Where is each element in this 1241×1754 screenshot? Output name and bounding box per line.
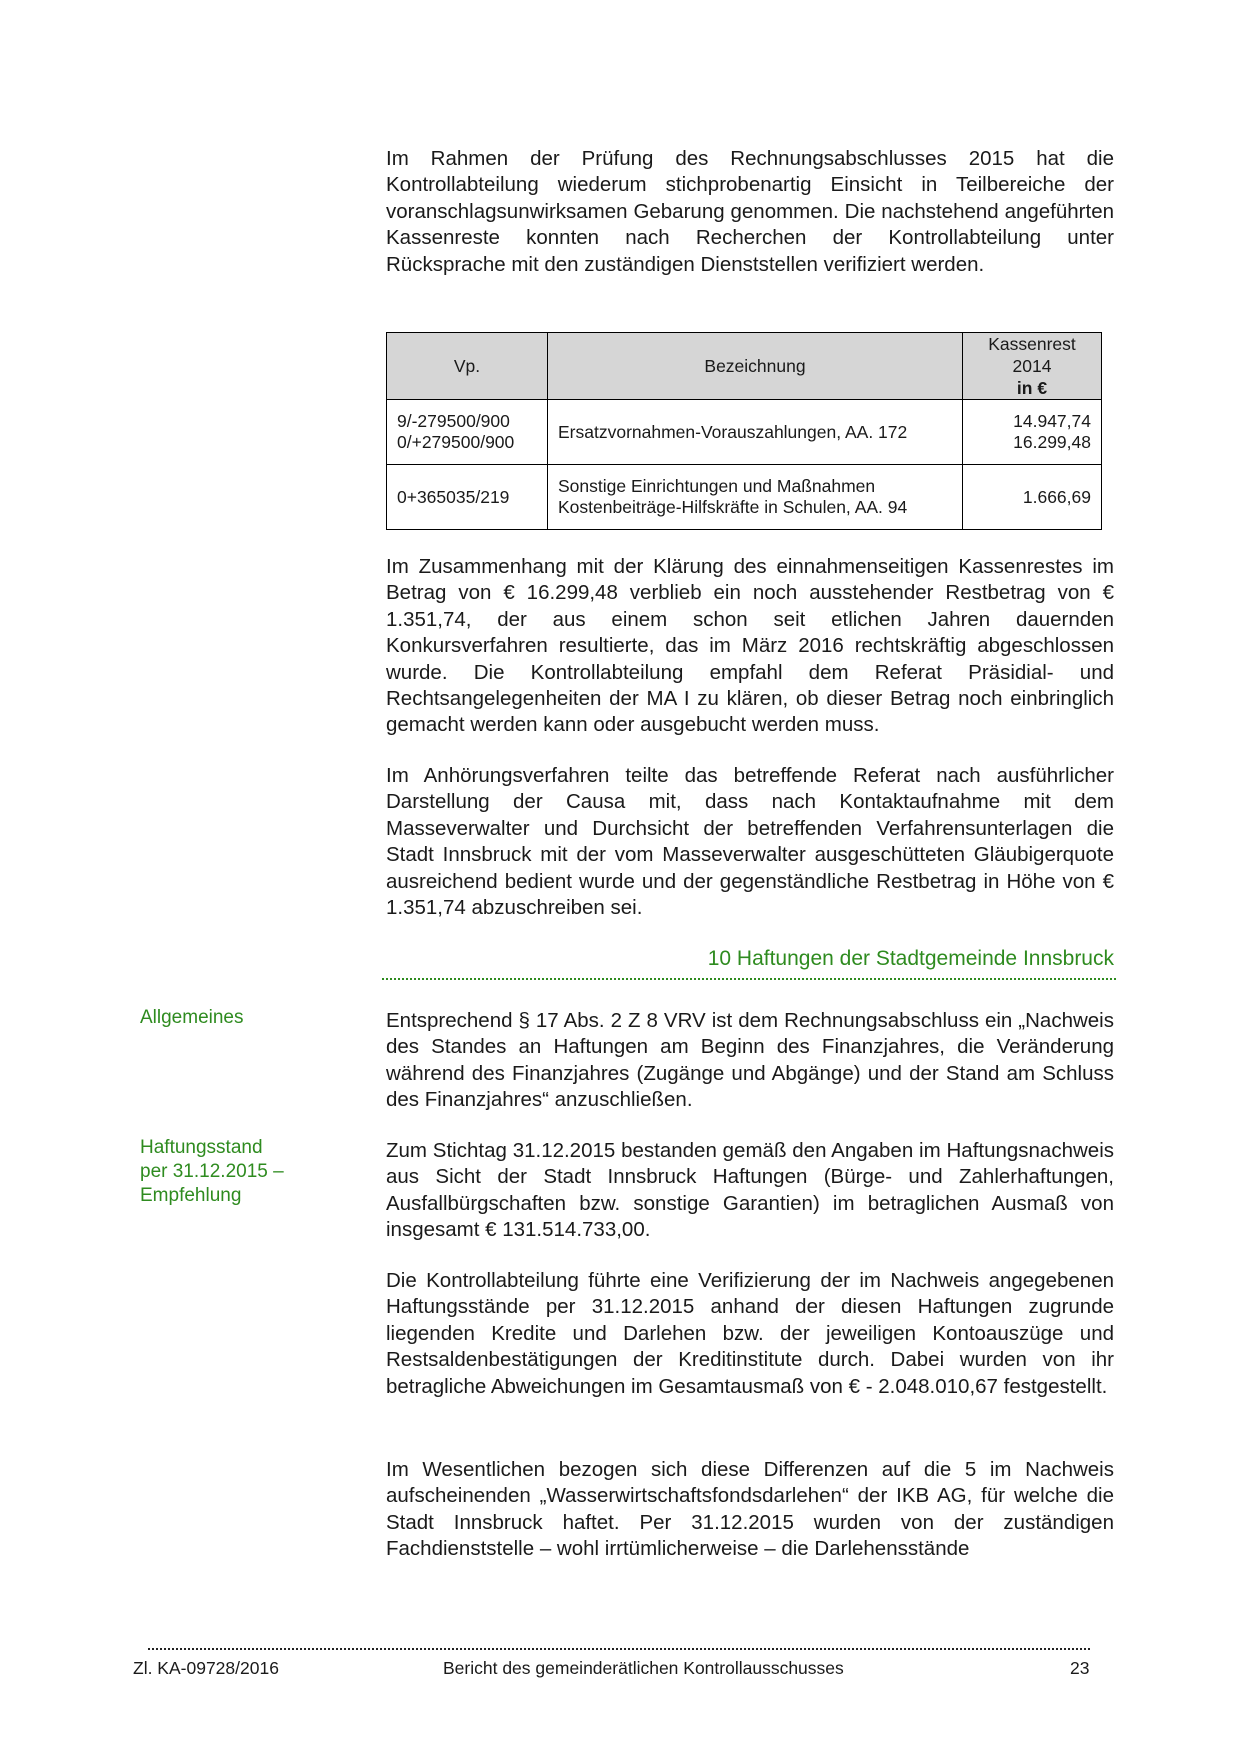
margin-label-allgemeines: Allgemeines [140,1007,244,1028]
page-number: 23 [1070,1658,1090,1678]
kassenrest-value: 16.299,48 [1013,432,1091,452]
cell-vp [387,465,548,530]
bezeichnung-line: Sonstige Einrichtungen und Maßnahmen [558,476,876,496]
bezeichnung-line: Ersatzvornahmen-Vorauszahlungen, AA. 172 [558,421,908,442]
section-heading: 10 Haftungen der Stadtgemeinde Innsbruck [707,947,1114,970]
bezeichnung-line: Kostenbeiträge-Hilfskräfte in Schulen, AA. 94 [558,497,908,517]
table-header-row [387,333,1102,400]
header-bezeichnung: Bezeichnung [548,333,963,400]
header-kassenrest-line3: in € [1016,378,1048,398]
cell-kassenrest [963,465,1102,530]
table-row [387,465,1102,530]
footer-divider [148,1648,1090,1650]
vp-line: 9/-279500/900 [397,411,510,431]
margin-label-line: Empfehlung [140,1185,242,1206]
margin-label-haftungsstand [140,1136,340,1208]
paragraph-haftungsstand: Zum Stichtag 31.12.2015 bestanden gemäß den Angaben im Haftungsnachweis aus Sicht der Stadt Innsbruck Haftungen (Bürge- und Zahlerhaftungen, Ausfallbürgschaften bzw. sonstige Garantien) im betraglichen Ausmaß von insgesamt € 131.514.733,00. [386,1139,1114,1242]
section-divider [382,978,1116,980]
paragraph-verifizierung: Die Kontrollabteilung führte eine Verifizierung der im Nachweis angegebenen Haftungsstände per 31.12.2015 anhand der diesen Haftungen zugrunde liegenden Kredite und Darlehen bzw. der jeweiligen Kontoauszüge und Restsaldenbestätigungen der Kreditinstitute durch. Dabei wurden von ihr betragliche Abweichungen im Gesamtausmaß von € - 2.048.010,67 festgestellt. [386,1269,1114,1398]
vp-line: 0+365035/219 [397,486,510,507]
paragraph-kassenreste-intro: Im Rahmen der Prüfung des Rechnungsabschlusses 2015 hat die Kontrollabteilung wiederum stichprobenartig Einsicht in Teilbereiche der voranschlagsunwirksamen Gebarung genommen. Die nachstehend angeführten Kassenreste konnten nach Recherchen der Kontrollabteilung unter Rücksprache mit den zuständigen Dienststellen verifiziert werden. [386,147,1114,276]
table-row [387,400,1102,465]
cell-bezeichnung [548,400,963,465]
kassenrest-value: 1.666,69 [1022,486,1091,507]
cell-kassenrest [963,400,1102,465]
header-kassenrest [963,333,1102,400]
kassenrest-table [386,332,1102,530]
header-kassenrest-line1: Kassenrest [988,334,1076,354]
header-vp: Vp. [387,333,548,400]
margin-label-line: per 31.12.2015 – [140,1161,284,1182]
vp-line: 0/+279500/900 [397,432,515,452]
paragraph-anhoerungsverfahren: Im Anhörungsverfahren teilte das betreffende Referat nach ausführlicher Darstellung der Causa mit, dass nach Kontaktaufnahme mit dem Masseverwalter und Durchsicht der betreffenden Verfahrensunterlagen die Stadt Innsbruck mit der vom Masseverwalter ausgeschütteten Gläubigerquote ausreichend bedient wurde und der gegenständliche Restbetrag in Höhe von € 1.351,74 abzuschreiben sei. [386,764,1114,920]
cell-bezeichnung [548,465,963,530]
paragraph-vrv: Entsprechend § 17 Abs. 2 Z 8 VRV ist dem Rechnungsabschluss ein „Nachweis des Standes an Haftungen am Beginn des Finanzjahres, die Veränderung während des Finanzjahres (Zugänge und Abgänge) und der Stand am Schluss des Finanzjahres“ anzuschließen. [386,1009,1114,1112]
cell-vp [387,400,548,465]
paragraph-kassenrest-klaerung: Im Zusammenhang mit der Klärung des einnahmenseitigen Kassenrestes im Betrag von € 16.299,48 verblieb ein noch ausstehender Restbetrag von € 1.351,74, der aus einem schon seit etlichen Jahren dauernden Konkursverfahren resultierte, das im März 2016 rechtskräftig abgeschlossen wurde. Die Kontrollabteilung empfahl dem Referat Präsidial- und Rechtsangelegenheiten der MA I zu klären, ob dieser Betrag noch einbringlich gemacht werden kann oder ausgebucht werden muss. [386,555,1114,737]
footer-reference: Zl. KA-09728/2016 [133,1658,279,1678]
paragraph-differenzen: Im Wesentlichen bezogen sich diese Differenzen auf die 5 im Nachweis aufscheinenden „Wasserwirtschaftsfondsdarlehen“ der IKB AG, für welche die Stadt Innsbruck haftet. Per 31.12.2015 wurden von der zuständigen Fachdienststelle – wohl irrtümlicherweise – die Darlehensstände [386,1458,1114,1561]
header-kassenrest-line2: 2014 [1012,356,1052,376]
kassenrest-value: 14.947,74 [1013,411,1091,431]
margin-label-line: Haftungsstand [140,1137,263,1158]
footer-title: Bericht des gemeinderätlichen Kontrollausschusses [443,1658,844,1678]
